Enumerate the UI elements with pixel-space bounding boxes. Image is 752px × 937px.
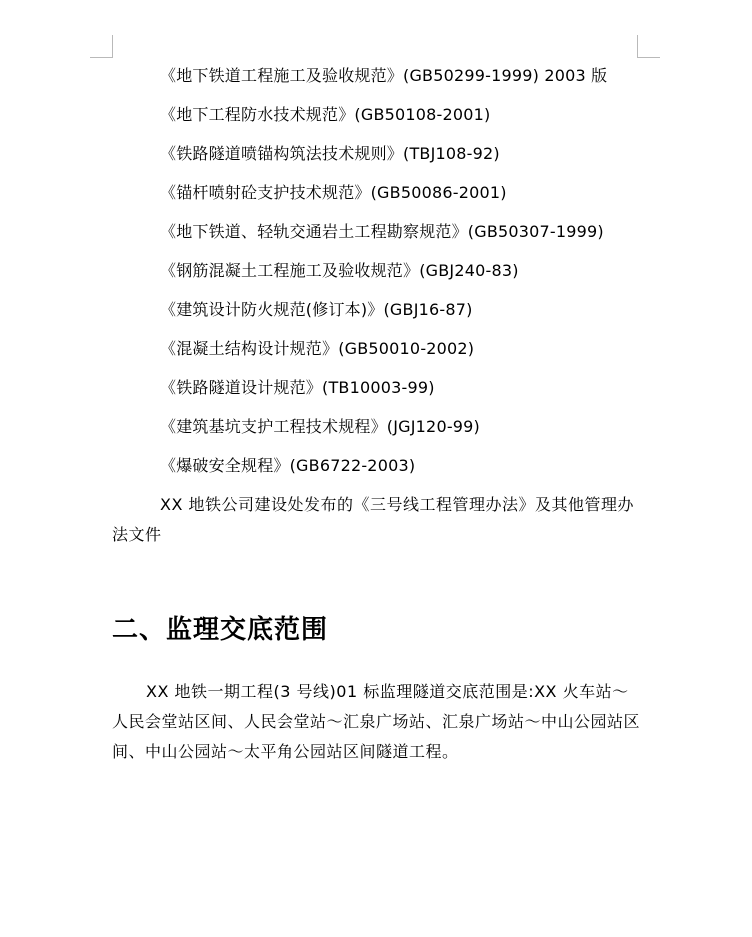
reference-item: 《钢筋混凝土工程施工及验收规范》(GBJ240-83) (160, 261, 519, 280)
reference-item: 《地下铁道工程施工及验收规范》(GB50299-1999) 2003 版 (160, 66, 608, 85)
reference-item: 《混凝土结构设计规范》(GB50010-2002) (160, 339, 475, 358)
reference-item: 《建筑设计防火规范(修订本)》(GBJ16-87) (160, 300, 473, 319)
reference-item: 《铁路隧道喷锚构筑法技术规则》(TBJ108-92) (160, 144, 500, 163)
management-note-paragraph: XX 地铁公司建设处发布的《三号线工程管理办法》及其他管理办法文件 (112, 495, 635, 544)
scope-paragraph: XX 地铁一期工程(3 号线)01 标监理隧道交底范围是:XX 火车站～人民会堂站区间、人民会堂站～汇泉广场站、汇泉广场站～中山公园站区间、中山公园站～太平角公园站区间隧道工程。 (112, 682, 641, 761)
reference-item: 《建筑基坑支护工程技术规程》(JGJ120-99) (160, 417, 480, 436)
top-right-margin-mark (637, 35, 660, 58)
section-heading: 二、监理交底范围 (112, 615, 329, 645)
top-left-margin-mark (90, 35, 113, 58)
reference-item: 《地下工程防水技术规范》(GB50108-2001) (160, 105, 491, 124)
reference-item: 《铁路隧道设计规范》(TB10003-99) (160, 378, 435, 397)
reference-item: 《锚杆喷射砼支护技术规范》(GB50086-2001) (160, 183, 507, 202)
reference-item: 《地下铁道、轻轨交通岩土工程勘察规范》(GB50307-1999) (160, 222, 604, 241)
reference-item: 《爆破安全规程》(GB6722-2003) (160, 456, 416, 475)
